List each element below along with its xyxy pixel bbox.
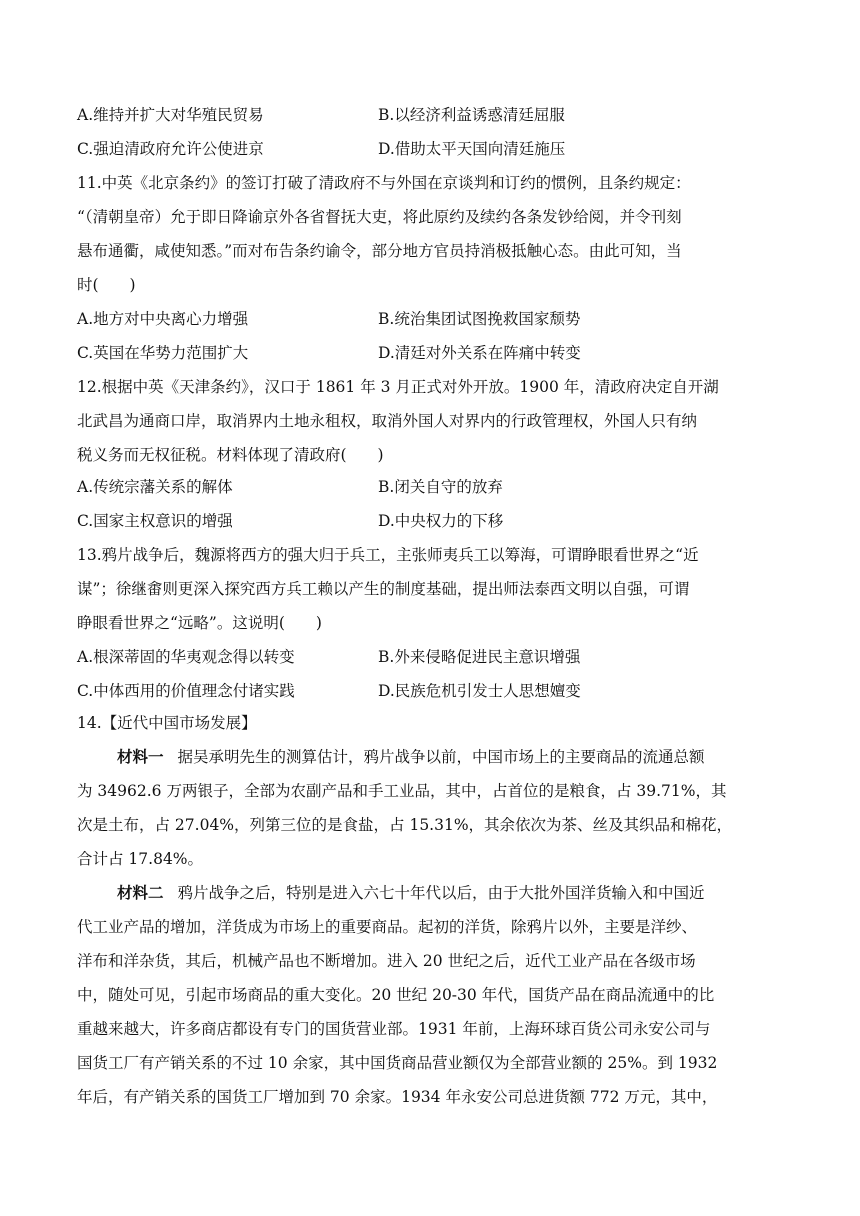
q14-material-1-line-1 (117, 740, 777, 774)
q12-options-row-1 (77, 470, 777, 504)
q11-stem-line-4: 时( ) (77, 276, 136, 294)
q11-stem-line-2: “（清朝皇帝）允于即日降谕京外各省督抚大吏，将此原约及续约各条发钞给阅，并令刊刻 (77, 208, 682, 226)
q14-material-2-line-2: 代工业产品的增加，洋货成为市场上的重要商品。起初的洋货，除鸦片以外，主要是洋纱、 (77, 918, 698, 936)
q14-material-1-line-2: 为 34962.6 万两银子，全部为农副产品和手工业品，其中，占首位的是粮食，占 39.71%，其 (77, 782, 727, 800)
q11-option-c[interactable]: C.英国在华势力范围扩大 (77, 344, 249, 362)
q14-title: 14.【近代中国市场发展】 (77, 714, 257, 732)
q11-stem-line-1: 11.中英《北京条约》的签订打破了清政府不与外国在京谈判和订约的惯例，且条约规定： (77, 174, 691, 192)
q12-stem-line-2: 北武昌为通商口岸，取消界内土地永租权，取消外国人对界内的行政管理权，外国人只有纳 (77, 412, 698, 430)
q11-option-d[interactable]: D.清廷对外关系在阵痛中转变 (378, 344, 581, 362)
q14-material-1-line-4: 合计占 17.84%。 (77, 850, 204, 868)
q13-option-a[interactable]: A.根深蒂固的华夷观念得以转变 (77, 648, 295, 666)
q13-options-row-1 (77, 640, 777, 674)
q11-stem-line-3: 悬布通衢，咸使知悉。”而对布告条约谕令，部分地方官员持消极抵触心态。由此可知，当 (77, 242, 682, 260)
material-1-label: 材料一 (117, 747, 164, 766)
q11-option-a[interactable]: A.地方对中央离心力增强 (77, 310, 249, 328)
q13-option-c[interactable]: C.中体西用的价值理念付诸实践 (77, 682, 295, 700)
q11-option-b[interactable]: B.统治集团试图挽救国家颓势 (378, 310, 581, 328)
q13-stem-line-2: 谋”；徐继畬则更深入探究西方兵工赖以产生的制度基础，提出师法泰西文明以自强，可谓 (77, 580, 690, 598)
q12-stem-line-1: 12.根据中英《天津条约》，汉口于 1861 年 3 月正式对外开放。1900 年，清政府决定自开湖 (77, 378, 719, 396)
material-2-label: 材料二 (117, 883, 164, 902)
q14-material-2-line-7: 年后，有产销关系的国货工厂增加到 70 余家。1934 年永安公司总进货额 772 万元，其中， (77, 1088, 718, 1106)
material-1-text: 据吴承明先生的测算估计，鸦片战争以前，中国市场上的主要商品的流通总额 (177, 748, 705, 766)
q10-option-c[interactable]: C.强迫清政府允许公使进京 (77, 140, 264, 158)
q11-options-row-1 (77, 302, 777, 336)
q12-option-a[interactable]: A.传统宗藩关系的解体 (77, 478, 233, 496)
q12-option-b[interactable]: B.闭关自守的放弃 (378, 478, 503, 496)
q13-option-d[interactable]: D.民族危机引发士人思想嬗变 (378, 682, 581, 700)
q14-material-2-line-3: 洋布和洋杂货，其后，机械产品也不断增加。进入 20 世纪之后，近代工业产品在各级市场 (77, 952, 696, 970)
q14-material-2-line-6: 国货工厂有产销关系的不过 10 余家，其中国货商品营业额仅为全部营业额的 25%。到 1932 (77, 1054, 718, 1072)
q10-options-row-2 (77, 132, 777, 166)
material-2-text: 鸦片战争之后，特别是进入六七十年代以后，由于大批外国洋货输入和中国近 (177, 884, 705, 902)
q10-option-a[interactable]: A.维持并扩大对华殖民贸易 (77, 106, 264, 124)
q12-option-c[interactable]: C.国家主权意识的增强 (77, 512, 233, 530)
q13-options-row-2 (77, 674, 777, 708)
q12-option-d[interactable]: D.中央权力的下移 (378, 512, 504, 530)
q14-material-1-line-3: 次是土布，占 27.04%，列第三位的是食盐，占 15.31%，其余依次为茶、丝及其织品和棉花， (77, 816, 733, 834)
q13-option-b[interactable]: B.外来侵略促进民主意识增强 (378, 648, 581, 666)
q12-stem-line-3: 税义务而无权征税。材料体现了清政府( ) (77, 446, 384, 464)
q14-material-2-line-1 (117, 876, 777, 910)
q10-option-b[interactable]: B.以经济利益诱惑清廷屈服 (378, 106, 565, 124)
q12-options-row-2 (77, 504, 777, 538)
q11-options-row-2 (77, 336, 777, 370)
q13-stem-line-3: 睁眼看世界之“远略”。这说明( ) (77, 614, 322, 632)
q14-material-2-line-4: 中，随处可见，引起市场商品的重大变化。20 世纪 20-30 年代，国货产品在商品流通中的比 (77, 986, 715, 1004)
q10-option-d[interactable]: D.借助太平天国向清廷施压 (378, 140, 566, 158)
q14-material-2-line-5: 重越来越大，许多商店都设有专门的国货营业部。1931 年前，上海环球百货公司永安公司与 (77, 1020, 711, 1038)
q10-options-row-1 (77, 98, 777, 132)
q13-stem-line-1: 13.鸦片战争后，魏源将西方的强大归于兵工，主张师夷兵工以筹海，可谓睁眼看世界之“近 (77, 546, 699, 564)
